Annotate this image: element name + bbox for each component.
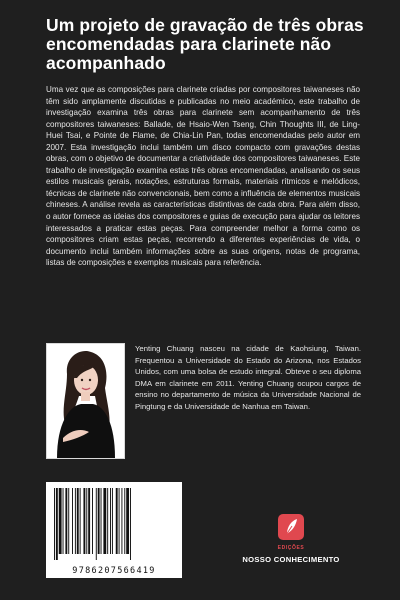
author-photo — [46, 343, 125, 459]
book-synopsis: Uma vez que as composições para clarinete criadas por compositores taiwaneses não têm sido amplamente discutidas e publicadas no meio académico, este trabalho de investigação examina três obras para clarinete sem acompanhamento de três compositores taiwaneses: Ballade, de Hsaio-Wen Tseng, Chin Thoughts III, de Ling-Huei Tsai, e Pointe de Flame, de Chia-Lin Pan, todas encomendadas pelo autor em 2007. Esta investigação inclui também um disco compacto com gravações destas obras, com o objetivo de documentar a criatividade dos compositores taiwaneses. Este trabalho de investigação examina estas três obras encomendadas, analisando os seus estilos musicais gerais, notações, estruturas formais, materiais rítmicos e melódicos, técnicas de clarinete não convencionais, bem como a influência de elementos musicais chineses. A análise revela as características distintivas de cada obra. Para além disso, o autor fornece as ideias dos compositores e guias de execução para ajudar os leitores interessados a praticar estas peças. Para compreender melhor a forma como os compositores criam estas peças, recorrendo a diferentes experiências de vida, o documento inclui também informações sobre as suas origens, notas de programa, listas de composições e exemplos musicais para referência. — [46, 85, 360, 268]
publisher-name-line2: NOSSO CONHECIMENTO — [242, 555, 340, 564]
author-bio: Yenting Chuang nasceu na cidade de Kaohsiung, Taiwan. Frequentou a Universidade do Estado do Arizona, nos Estados Unidos, com uma bolsa de estudo integral. Obteve o seu diploma DMA em clarinete em 2011. Yenting Chuang ocupou cargos de ensino no departamento de música da Universidade Nacional de Pingtung e da Universidade de Nanhua em Taiwan. — [135, 344, 361, 411]
barcode-bars — [46, 482, 182, 564]
quill-feather-icon — [278, 514, 304, 540]
isbn-number: 9786207566419 — [72, 566, 156, 576]
book-title: Um projeto de gravação de três obras encomendadas para clarinete não acompanhado — [46, 15, 364, 73]
publisher-name-line1: EDIÇÕES — [277, 545, 305, 551]
isbn-barcode — [46, 482, 182, 578]
